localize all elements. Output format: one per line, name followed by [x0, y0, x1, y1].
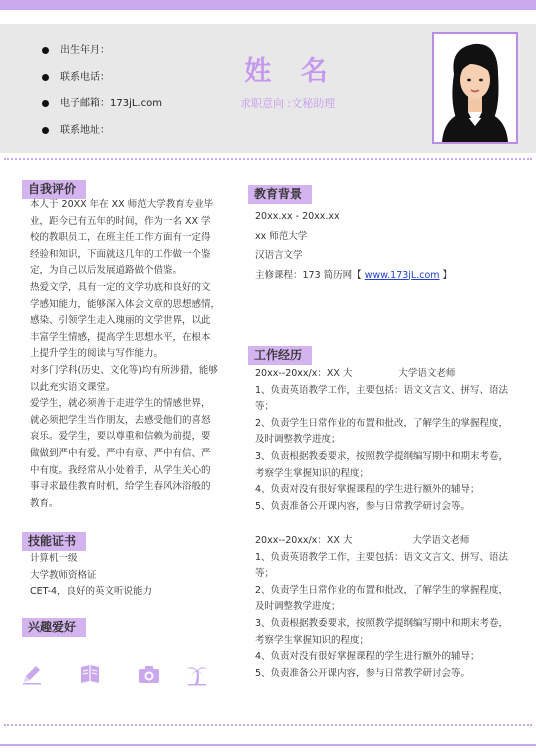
skill-item: 计算机一级 — [30, 553, 78, 564]
education-period: 20xx.xx - 20xx.xx — [255, 211, 340, 222]
work-entry-header — [255, 533, 525, 550]
contact-phone-label: 联系电话： — [60, 71, 110, 83]
contact-address — [42, 124, 162, 151]
courses-prefix: 主修课程：173 简历网【 — [255, 269, 365, 281]
bottom-accent-line — [0, 744, 536, 746]
work-entry-role: 大学语文老师 — [398, 368, 456, 379]
education-courses — [255, 266, 515, 286]
self-eval-heading: 自我评价 — [22, 180, 86, 199]
resume-header — [0, 24, 536, 153]
work-duty: 1、负责英语教学工作，主要包括：语文文言文、拼写、语法 — [255, 384, 509, 396]
job-objective: 求职意向 :文秘助理 — [240, 97, 336, 110]
contact-email-label: 电子邮箱：173jL.com — [60, 98, 162, 109]
courses-suffix: 】 — [439, 269, 453, 281]
courses-link[interactable]: www.173jL.com — [364, 269, 440, 281]
work-duty: 3、负责根据教委要求，按照教学提纲编写期中和期末考卷， — [255, 617, 509, 629]
work-entry-period: 20xx--20xx/x：XX 大 — [255, 368, 353, 379]
contact-list — [42, 44, 162, 150]
education-details — [255, 207, 515, 285]
footer-divider — [4, 724, 532, 726]
work-duty: 1、负责英语教学工作，主要包括：语文文言文、拼写、语法 — [255, 551, 509, 563]
work-duty: 及时调整教学进度； — [255, 601, 341, 613]
self-eval-line: 就必须把学生当作朋友，去感受他们的喜怒 — [30, 414, 211, 426]
top-accent-bar — [0, 0, 536, 10]
self-eval-line: 爱学生，就必须善于走进学生的情感世界， — [30, 398, 211, 410]
self-eval-line: 定，为自己以后发展道路做个借鉴。 — [30, 265, 183, 277]
work-duty: 等； — [255, 401, 275, 413]
header-divider — [4, 158, 532, 160]
skills-list — [30, 551, 230, 601]
self-eval-line: 做做到严中有爱、严中有章、严中有信、严 — [30, 447, 211, 459]
education-school: xx 师范大学 — [255, 230, 308, 242]
work-duty: 考察学生掌握知识的程度； — [255, 634, 370, 646]
self-eval-line: 感染、引领学生走入瑰丽的文学世界，以此 — [30, 315, 211, 327]
bullet-icon — [42, 47, 49, 54]
work-entry — [255, 366, 525, 515]
bullet-icon — [42, 100, 49, 107]
self-eval-line: 经验和知识，下面就这几年的工作做一个鉴 — [30, 248, 211, 260]
skills-heading: 技能证书 — [22, 532, 86, 551]
self-eval-line: 学感知能力，能够深入体会文章的思想感情， — [30, 298, 221, 310]
work-duty: 及时调整教学进度； — [255, 434, 341, 446]
self-eval-line: 上提升学生的阅读与写作能力。 — [30, 348, 164, 360]
avatar-illustration — [434, 34, 516, 142]
skill-item: CET-4，良好的英文听说能力 — [30, 586, 153, 598]
bullet-icon — [42, 127, 49, 134]
work-duty: 5、负责准备公开课内容，参与日常教学研讨会等。 — [255, 500, 471, 512]
work-entry-header — [255, 366, 525, 383]
contact-email — [42, 97, 162, 124]
education-major: 汉语言文学 — [255, 250, 303, 261]
work-duty: 考察学生掌握知识的程度； — [255, 467, 370, 479]
candidate-name: 姓 名 — [244, 56, 338, 87]
self-eval-line: 中有度。我经常从小处着手，从学生关心的 — [30, 464, 211, 476]
work-duty: 等； — [255, 568, 275, 580]
self-eval-line: 本人于 20XX 年在 XX 师范大学教育专业毕 — [30, 199, 214, 210]
self-eval-line: 业，距今已有五年的时间，作为一名 XX 学 — [30, 215, 211, 227]
palm-tree-icon — [185, 662, 209, 686]
contact-birth — [42, 44, 162, 71]
work-duty: 4、负责对没有很好掌握课程的学生进行额外的辅导； — [255, 484, 480, 496]
camera-icon — [137, 662, 161, 686]
pencil-icon — [20, 662, 44, 686]
hobbies-heading: 兴趣爱好 — [22, 618, 86, 637]
work-duty: 2、负责学生日常作业的布置和批改，了解学生的掌握程度， — [255, 417, 509, 429]
hobby-icons — [20, 662, 220, 688]
skill-item: 大学教师资格证 — [30, 569, 97, 581]
self-eval-line: 以此充实语文课堂。 — [30, 381, 116, 393]
self-eval-line: 对多门学科(历史、文化等)均有所涉猎，能够 — [30, 364, 218, 376]
work-duty: 5、负责准备公开课内容，参与日常教学研讨会等。 — [255, 667, 471, 679]
self-eval-line: 校的教职员工，在班主任工作方面有一定得 — [30, 232, 211, 244]
self-eval-line: 哀乐。爱学生，要以尊重和信赖为前提，要 — [30, 431, 211, 443]
self-eval-line: 丰富学生情感，提高学生思想水平，在根本 — [30, 331, 211, 343]
work-duty: 2、负责学生日常作业的布置和批改，了解学生的掌握程度， — [255, 584, 509, 596]
contact-address-label: 联系地址： — [60, 124, 110, 136]
work-entry-role: 大学语文老师 — [412, 535, 470, 546]
book-icon — [78, 662, 102, 686]
self-eval-text — [30, 197, 230, 512]
contact-phone — [42, 71, 162, 98]
work-duty: 4、负责对没有很好掌握课程的学生进行额外的辅导； — [255, 651, 480, 663]
work-duty: 3、负责根据教委要求，按照教学提纲编写期中和期末考卷， — [255, 450, 509, 462]
work-heading: 工作经历 — [248, 346, 312, 365]
work-entry-period: 20xx--20xx/x：XX 大 — [255, 535, 353, 546]
self-eval-line: 教育。 — [30, 497, 59, 509]
bullet-icon — [42, 74, 49, 81]
contact-birth-label: 出生年月： — [60, 45, 110, 56]
self-eval-line: 热爱文学，具有一定的文学功底和良好的文 — [30, 281, 211, 293]
work-entry — [255, 533, 525, 682]
self-eval-line: 事寻求最佳教育时机，给学生春风沐浴般的 — [30, 481, 211, 493]
education-heading: 教育背景 — [248, 185, 312, 204]
profile-photo — [432, 32, 518, 144]
